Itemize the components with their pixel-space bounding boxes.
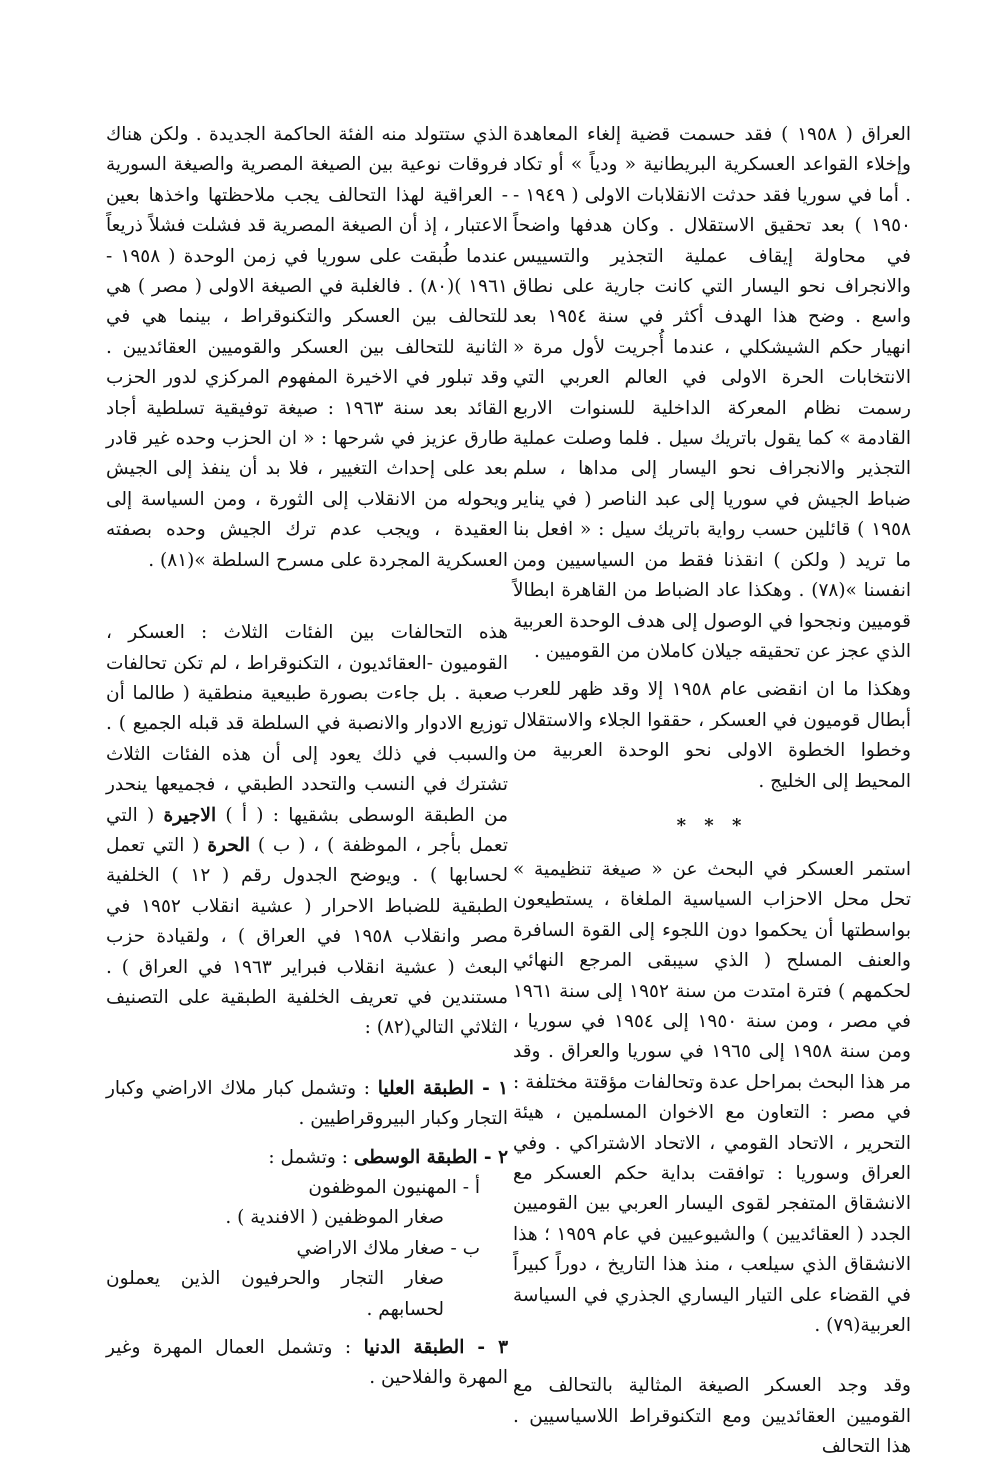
paragraph: وهكذا ما ان انقضى عام ١٩٥٨ إلا وقد ظهر للعرب أبطال قوميون في العسكر ، حققوا الجلاء والاستقلال وخطوا الخطوة الاولى نحو الوحدة العربية من المحيط إلى الخليج . bbox=[513, 679, 911, 792]
list-item bbox=[106, 1143, 508, 1173]
list-label: ١ - الطبقة العليا bbox=[377, 1077, 508, 1099]
bold-term: الاجيرة bbox=[163, 804, 217, 826]
list-text: : وتشمل العمال المهرة وغير المهرة والفلاحين . bbox=[106, 1337, 508, 1389]
paragraph bbox=[106, 618, 508, 1044]
paragraph: وقد وجد العسكر الصيغة المثالية بالتحالف مع القوميين العقائديين ومع التكنوقراط اللاسياسيين . هذا التحالف bbox=[513, 1375, 911, 1458]
right-column bbox=[513, 120, 911, 1463]
text-run: هذه التحالفات بين الفئات الثلاث : العسكر ، القوميون -العقائديون ، التكنوقراط ، لم تكن تحالفات صعبة . بل جاءت بصورة طبيعية منطقية ( طالما أن توزيع الادوار والانصبة في السلطة قد قبله الجميع ) . والسبب في ذلك يعود إلى أن هذه الفئات الثلاث تشترك في النسب والتحدد الطبقي ، فجميعها ينحدر من الطبقة الوسطى بشقيها : ( أ ) bbox=[106, 622, 508, 826]
list-label: ٢ - الطبقة الوسطى bbox=[353, 1146, 508, 1168]
list-subitem: صغار التجار والحرفيون الذين يعملون لحسابهم . bbox=[106, 1268, 444, 1320]
list-item bbox=[106, 1074, 508, 1135]
list-subitem: ب - صغار ملاك الاراضي bbox=[296, 1237, 480, 1259]
paragraph: استمر العسكر في البحث عن « صيغة تنظيمية » تحل محل الاحزاب السياسية الملغاة ، يستطيعون بواسطتها أن يحكموا دون اللجوء إلى القوة السافرة والعنف المسلح ( الذي سيبقى المرجع النهائي لحكمهم ) فترة امتدت من سنة ١٩٥٢ إلى سنة ١٩٦١ في مصر ، ومن سنة ١٩٥٠ إلى ١٩٥٤ في سوريا ، ومن سنة ١٩٥٨ إلى ١٩٦٥ في سوريا والعراق . وقد مر هذا البحث بمراحل عدة وتحالفات مؤقتة مختلفة : في مصر : التعاون مع الاخوان المسلمين ، هيئة التحرير ، الاتحاد القومي ، الاتحاد الاشتراكي . وفي العراق وسوريا : توافقت بداية حكم العسكر مع الانشقاق المتفجر لقوى اليسار العربي بين القوميين الجدد ( العقائديين ) والشيوعيين في عام ١٩٥٩ ؛ هذا الانشقاق الذي سيلعب ، منذ هذا التاريخ ، دوراً كبيراً في القضاء على التيار اليساري الجذري في السياسة العربية(٧٩) . bbox=[513, 858, 912, 1337]
list-text: : وتشمل كبار ملاك الاراضي وكبار التجار وكبار البيروقراطيين . bbox=[106, 1077, 508, 1130]
text-run: ( التي تعمل لحسابها ) . ويوضح الجدول رقم ( ١٢ ) الخلفية الطبقية للضباط الاحرار ( عشية انقلاب ١٩٥٢ في مصر وانقلاب ١٩٥٨ في العراق ) ، ولقيادة حزب البعث ( عشية انقلاب فبراير ١٩٦٣ في العراق ) . مستندين في تعريف الخلفية الطبقية على التصنيف الثلاثي التالي(٨٢) : bbox=[106, 834, 508, 1039]
list-item bbox=[106, 1333, 508, 1394]
list-subitem: صغار الموظفين ( الافندية ) . bbox=[225, 1207, 444, 1229]
list-text: : وتشمل : bbox=[268, 1146, 354, 1168]
list-label: ٣ - الطبقة الدنيا bbox=[363, 1337, 509, 1359]
paragraph: العراق ( ١٩٥٨ ) فقد حسمت قضية إلغاء المعاهدة وإخلاء القواعد العسكرية البريطانية « ودياً » أو تكاد . أما في سوريا فقد حدثت الانقلابات الاولى ( ١٩٤٩ - ١٩٥٠ ) بعد تحقيق الاستقلال . وكان هدفها واضحاً في محاولة إيقاف عملية التجذير والتسييس والانجراف نحو اليسار التي كانت جارية على نطاق واسع . وضح هذا الهدف أكثر في سنة ١٩٥٤ بعد انهيار حكم الشيشكلي ، عندما أُجريت لأول مرة « الانتخابات الحرة الاولى في العالم العربي التي رسمت نظام المعركة الداخلية للسنوات الاربع القادمة » كما يقول باتريك سيل . فلما وصلت عملية التجذير والانجراف نحو اليسار إلى مداها ، سلم ضباط الجيش في سوريا إلى عبد الناصر ( في يناير ١٩٥٨ ) قائلين حسب رواية باتريك سيل : « افعل بنا ما تريد ( ولكن ) انقذنا فقط من السياسيين ومن انفسنا »(٧٨) . وهكذا عاد الضباط من القاهرة ابطالاً قوميين ونجحوا في الوصول إلى هدف الوحدة العربية الذي عجز عن تحقيقه جيلان كاملان من القوميين . bbox=[513, 124, 912, 662]
left-column bbox=[106, 120, 508, 1394]
list-subitem: أ - المهنيون الموظفون bbox=[308, 1177, 480, 1198]
section-separator: * * * bbox=[676, 814, 748, 836]
text-run: ( التي تعمل بأجر ، الموظفة ) ، ( ب ) bbox=[106, 804, 508, 856]
paragraph: الذي ستتولد منه الفئة الحاكمة الجديدة . ولكن هناك فروقات نوعية بين الصيغة المصرية والصيغة السورية - العراقية لهذا التحالف يجب ملاحظتها واخذها بعين الاعتبار ، إذ أن الصيغة المصرية قد فشلت فشلاً ذريعاً عندما طُبقت على سوريا في زمن الوحدة ( ١٩٥٨ - ١٩٦١ )(٨٠) . فالغلبة في الصيغة الاولى ( مصر ) هي للتحالف بين العسكر والتكنوقراط ، بينما هي في الثانية للتحالف بين العسكر والقوميين العقائديين . وقد تبلور في الاخيرة المفهوم المركزي لدور الحزب القائد بعد سنة ١٩٦٣ : صيغة توفيقية تسلطية أجاد طارق عزيز في شرحها : « ان الحزب وحده غير قادر بعد على إحداث التغيير ، فلا بد أن ينفذ إلى الجيش ويحوله من الانقلاب إلى الثورة ، ومن السياسة إلى العقيدة ، ويجب عدم ترك الجيش وحده بصفته العسكرية المجردة على مسرح السلطة »(٨١) . bbox=[106, 124, 509, 571]
bold-term: الحرة bbox=[207, 834, 250, 856]
